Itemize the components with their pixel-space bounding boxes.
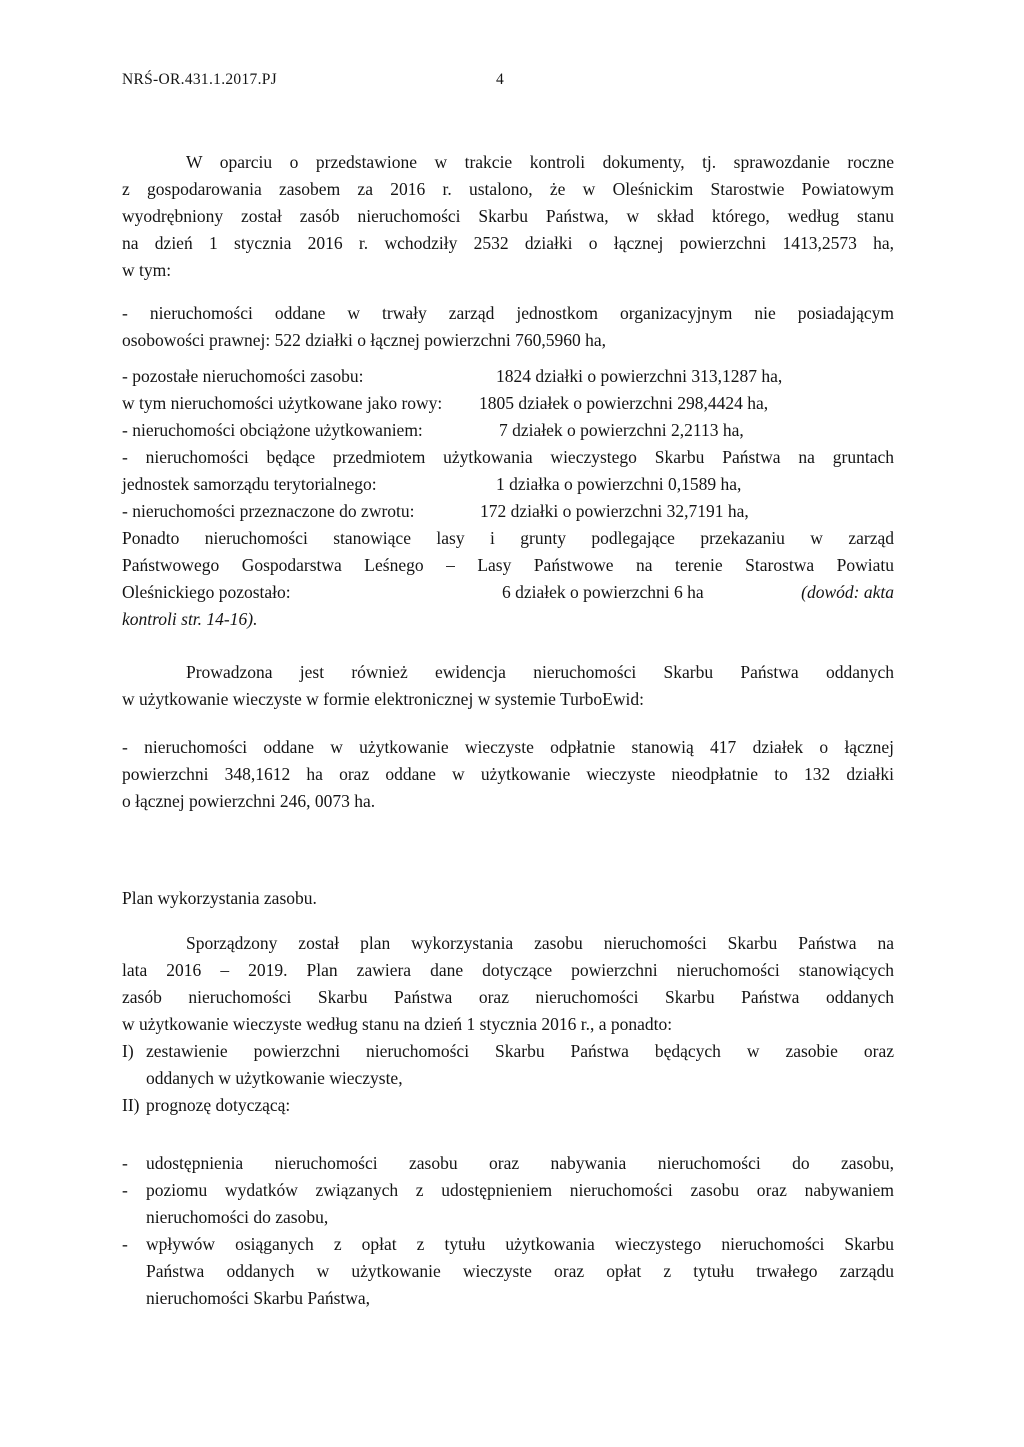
paragraph-line: W oparciu o przedstawione w trakcie kontroli dokumenty, tj. sprawozdanie roczne bbox=[186, 152, 894, 172]
item-value: 7 działek o powierzchni 2,2113 ha, bbox=[499, 420, 744, 440]
list-item: udostępnienia nieruchomości zasobu oraz nabywania nieruchomości do zasobu, bbox=[146, 1153, 894, 1173]
list-item: oddanych w użytkowanie wieczyste, bbox=[146, 1068, 403, 1088]
item-value: 1 działka o powierzchni 0,1589 ha, bbox=[496, 474, 742, 494]
item-label: - nieruchomości przeznaczone do zwrotu: bbox=[122, 501, 415, 521]
evidence-reference: (dowód: akta bbox=[801, 582, 894, 602]
paragraph-line: w użytkowanie wieczyste według stanu na dzień 1 stycznia 2016 r., a ponadto: bbox=[122, 1014, 673, 1034]
list-marker: - bbox=[122, 1180, 128, 1200]
paragraph-line: - nieruchomości oddane w użytkowanie wieczyste odpłatnie stanowią 417 działek o łącznej bbox=[122, 737, 894, 757]
list-marker: II) bbox=[122, 1095, 140, 1115]
evidence-reference: kontroli str. 14-16). bbox=[122, 609, 258, 629]
paragraph-line: zasób nieruchomości Skarbu Państwa oraz nieruchomości Skarbu Państwa oddanych bbox=[122, 987, 894, 1007]
list-item bbox=[122, 364, 894, 388]
list-item: Państwa oddanych w użytkowanie wieczyste oraz opłat z tytułu trwałego zarządu bbox=[146, 1261, 894, 1281]
list-item bbox=[122, 391, 894, 415]
list-item: - nieruchomości będące przedmiotem użytkowania wieczystego Skarbu Państwa na gruntach bbox=[122, 447, 894, 467]
paragraph-line: z gospodarowania zasobem za 2016 r. ustalono, że w Oleśnickim Starostwie Powiatowym bbox=[122, 179, 894, 199]
list-item: osobowości prawnej: 522 działki o łącznej powierzchni 760,5960 ha, bbox=[122, 330, 607, 350]
paragraph-line: wyodrębniony został zasób nieruchomości Skarbu Państwa, w skład którego, według stanu bbox=[122, 206, 894, 226]
list-item bbox=[122, 472, 894, 496]
list-item bbox=[122, 499, 894, 523]
item-value: 6 działek o powierzchni 6 ha bbox=[502, 582, 704, 602]
list-marker: I) bbox=[122, 1041, 134, 1061]
paragraph-line bbox=[122, 580, 894, 604]
list-marker: - bbox=[122, 1153, 128, 1173]
list-item: zestawienie powierzchni nieruchomości Skarbu Państwa będących w zasobie oraz bbox=[146, 1041, 894, 1061]
list-item: wpływów osiąganych z opłat z tytułu użytkowania wieczystego nieruchomości Skarbu bbox=[146, 1234, 894, 1254]
list-item: prognozę dotyczącą: bbox=[146, 1095, 291, 1115]
list-item: - nieruchomości oddane w trwały zarząd jednostkom organizacyjnym nie posiadającym bbox=[122, 303, 894, 323]
item-label: Oleśnickiego pozostało: bbox=[122, 582, 291, 602]
item-label: - pozostałe nieruchomości zasobu: bbox=[122, 366, 364, 386]
list-item: nieruchomości Skarbu Państwa, bbox=[146, 1288, 371, 1308]
paragraph-line: w użytkowanie wieczyste w formie elektronicznej w systemie TurboEwid: bbox=[122, 689, 644, 709]
paragraph-line: Ponadto nieruchomości stanowiące lasy i grunty podlegające przekazaniu w zarząd bbox=[122, 528, 894, 548]
item-label: jednostek samorządu terytorialnego: bbox=[122, 474, 377, 494]
section-title: Plan wykorzystania zasobu. bbox=[122, 888, 317, 908]
list-item: nieruchomości do zasobu, bbox=[146, 1207, 329, 1227]
paragraph-line: Państwowego Gospodarstwa Leśnego – Lasy Państwowe na terenie Starostwa Powiatu bbox=[122, 555, 894, 575]
paragraph-line bbox=[122, 607, 894, 631]
item-label: - nieruchomości obciążone użytkowaniem: bbox=[122, 420, 423, 440]
item-value: 172 działki o powierzchni 32,7191 ha, bbox=[480, 501, 749, 521]
document-reference: NRŚ-OR.431.1.2017.PJ bbox=[122, 71, 277, 88]
page-number: 4 bbox=[496, 71, 505, 88]
paragraph-line: na dzień 1 stycznia 2016 r. wchodziły 2532 działki o łącznej powierzchni 1413,2573 ha, bbox=[122, 233, 894, 253]
item-label: w tym nieruchomości użytkowane jako rowy: bbox=[122, 393, 443, 413]
list-item: poziomu wydatków związanych z udostępnieniem nieruchomości zasobu oraz nabywaniem bbox=[146, 1180, 894, 1200]
paragraph-line: powierzchni 348,1612 ha oraz oddane w użytkowanie wieczyste nieodpłatnie to 132 działki bbox=[122, 764, 894, 784]
list-item bbox=[122, 418, 894, 442]
list-marker: - bbox=[122, 1234, 128, 1254]
paragraph-line: lata 2016 – 2019. Plan zawiera dane dotyczące powierzchni nieruchomości stanowiących bbox=[122, 960, 894, 980]
item-value: 1824 działki o powierzchni 313,1287 ha, bbox=[496, 366, 783, 386]
paragraph-line: w tym: bbox=[122, 260, 172, 280]
paragraph-line: Sporządzony został plan wykorzystania zasobu nieruchomości Skarbu Państwa na bbox=[186, 933, 894, 953]
item-value: 1805 działek o powierzchni 298,4424 ha, bbox=[479, 393, 769, 413]
paragraph-line: Prowadzona jest również ewidencja nieruchomości Skarbu Państwa oddanych bbox=[186, 662, 894, 682]
paragraph-line: o łącznej powierzchni 246, 0073 ha. bbox=[122, 791, 376, 811]
